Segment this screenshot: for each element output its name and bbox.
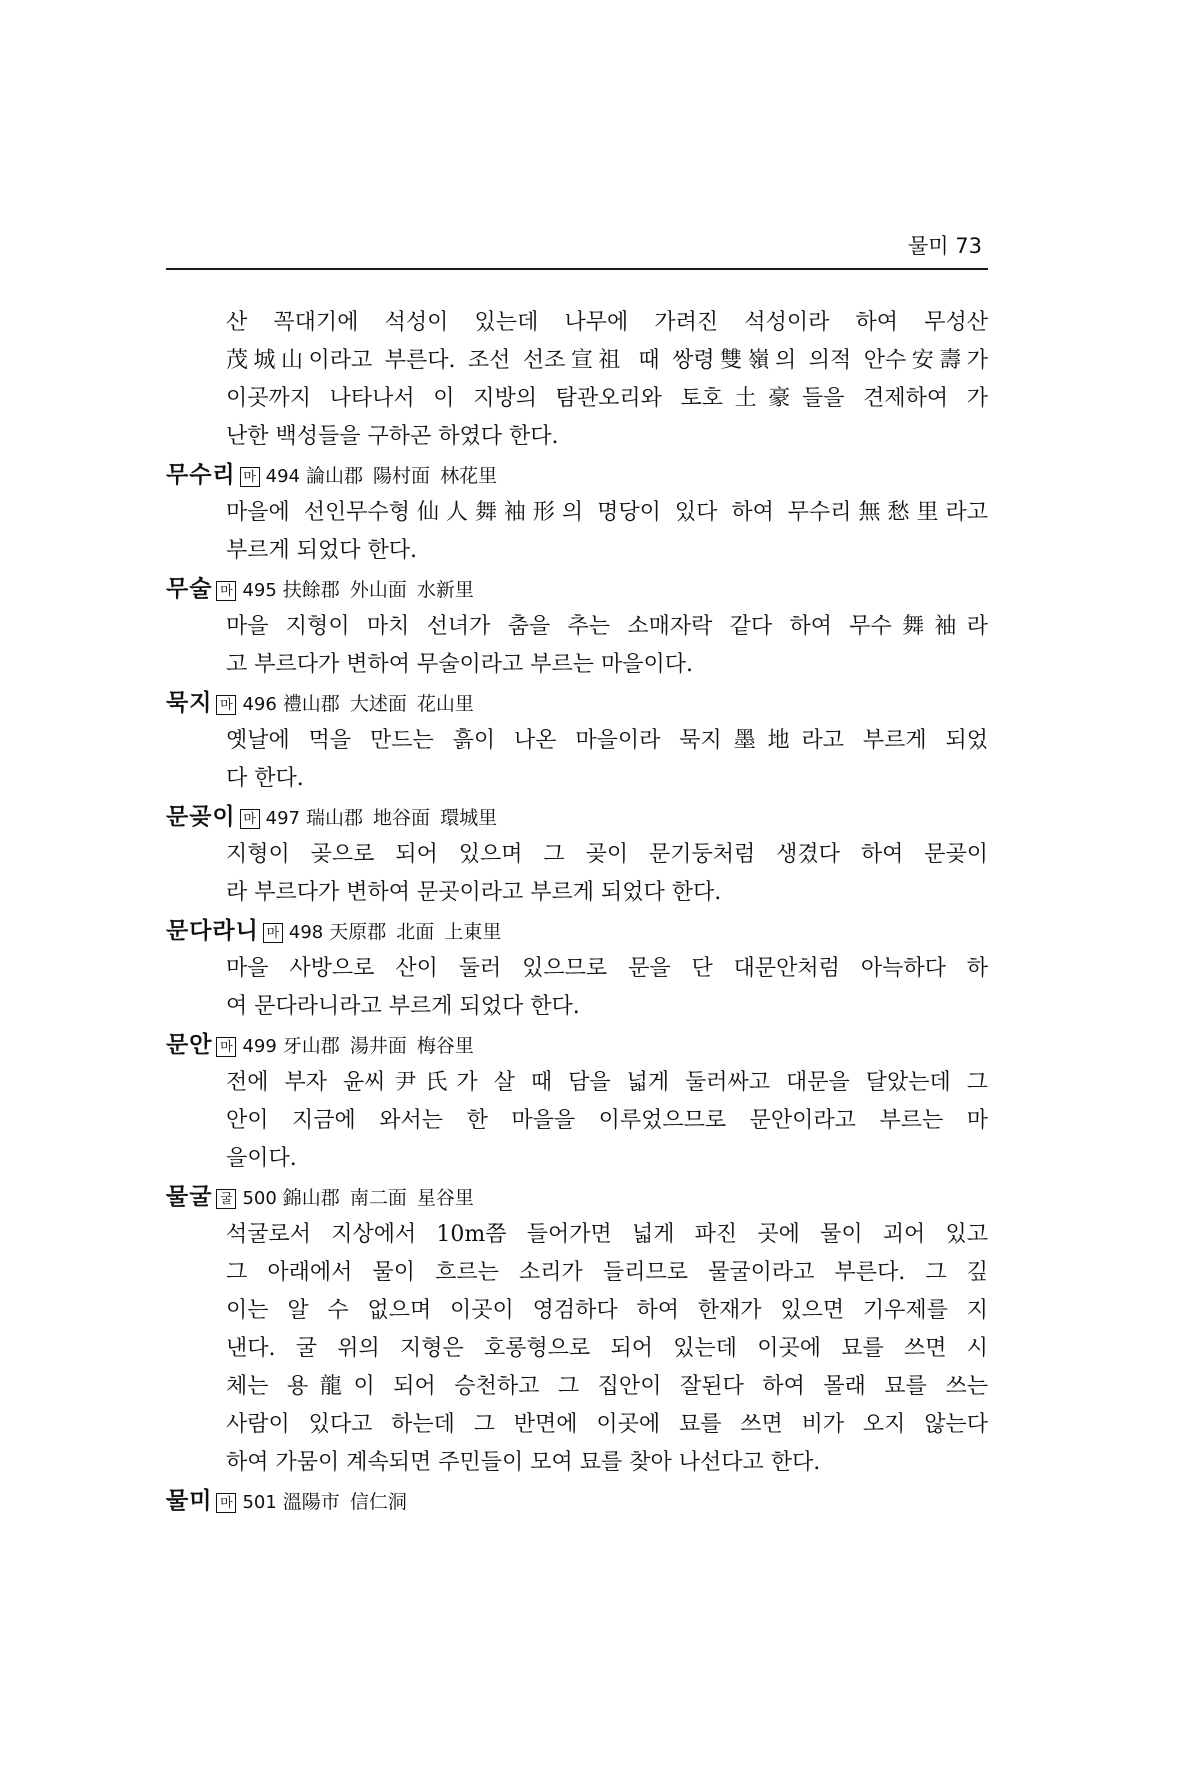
text-line: 석굴로서 지상에서 10m쯤 들어가면 넓게 파진 곳에 물이 괴어 있고 [226,1222,988,1247]
text-line: 이는 알 수 없으며 이곳이 영검하다 하여 한재가 있으면 기우제를 지 [226,1298,988,1323]
entry-name: 문안 [166,1032,213,1058]
entry-type-box: 마 [216,581,236,601]
text-line: 난한 백성들을 구하곤 하였다 한다. [226,424,559,449]
text-line: 여 문다라니라고 부르게 되었다 한다. [226,994,580,1019]
continuation-text [226,304,988,456]
text-line: 지형이 곶으로 되어 있으며 그 곶이 문기둥처럼 생겼다 하여 문곶이 [226,842,988,867]
entry-description [226,950,988,1026]
entry-name: 무수리 [166,462,236,488]
text-line: 을이다. [226,1146,297,1171]
text-line: 체는 용龍이 되어 승천하고 그 집안이 잘된다 하여 몰래 묘를 쓰는 [226,1374,988,1399]
entry [166,684,988,798]
running-head: 물미 73 [908,234,982,258]
entry-name: 물굴 [166,1184,213,1210]
text-line: 茂城山이라고 부른다. 조선 선조宣祖 때 쌍령雙嶺의 의적 안수安壽가 [226,348,988,373]
entry-location: 溫陽市 信仁洞 [282,1491,407,1513]
entry-type-box: 굴 [216,1189,236,1209]
entry-heading [166,570,988,608]
entry [166,570,988,684]
entry-number: 496 [242,694,277,715]
entry-location: 扶餘郡 外山面 水新里 [282,579,474,601]
entry-description [226,1064,988,1178]
entry-location: 瑞山郡 地谷面 環城里 [306,807,498,829]
entry-heading [166,1026,988,1064]
entry-heading [166,456,988,494]
entry-name: 묵지 [166,690,213,716]
entry-heading [166,1178,988,1216]
entry-description [226,722,988,798]
entry-location: 錦山郡 南二面 星谷里 [282,1187,474,1209]
text-line: 사람이 있다고 하는데 그 반면에 이곳에 묘를 쓰면 비가 오지 않는다 [226,1412,988,1437]
page-content [166,304,988,1520]
entry-name: 문다라니 [166,918,259,944]
entry-number: 498 [288,922,324,943]
entry [166,1178,988,1482]
text-line: 이곳까지 나타나서 이 지방의 탐관오리와 토호土豪들을 견제하여 가 [226,386,988,411]
entry-name: 물미 [166,1488,213,1514]
entry-heading [166,684,988,722]
text-line: 마을에 선인무수형仙人舞袖形의 명당이 있다 하여 무수리無愁里라고 [226,500,988,525]
text-line: 옛날에 먹을 만드는 흙이 나온 마을이라 묵지墨地라고 부르게 되었 [226,728,988,753]
entry-location: 牙山郡 湯井面 梅谷里 [282,1035,474,1057]
entry-description [226,1216,988,1482]
entry-description [226,608,988,684]
entry-number: 495 [242,580,277,601]
entry-name: 무술 [166,576,213,602]
entry-number: 500 [242,1188,277,1209]
entry-type-box: 마 [216,1493,236,1513]
text-line: 그 아래에서 물이 흐르는 소리가 들리므로 물굴이라고 부른다. 그 깊 [226,1260,988,1285]
entry-number: 501 [242,1492,277,1513]
text-line: 전에 부자 윤씨尹氏가 살 때 담을 넓게 둘러싸고 대문을 달았는데 그 [226,1070,988,1095]
page-header [166,224,988,270]
text-line: 부르게 되었다 한다. [226,538,417,563]
text-line: 다 한다. [226,766,304,791]
entry [166,456,988,570]
entry [166,912,988,1026]
entry-number: 494 [265,466,301,487]
entry-description [226,494,988,570]
text-line: 안이 지금에 와서는 한 마을을 이루었으므로 문안이라고 부르는 마 [226,1108,988,1133]
entry [166,798,988,912]
entry-location: 禮山郡 大述面 花山里 [282,693,474,715]
entry-location: 天原郡 北面 上東里 [329,921,502,943]
entry [166,1482,988,1520]
entry-heading [166,798,988,836]
entry-number: 497 [265,808,301,829]
entry-type-box: 마 [216,695,236,715]
text-line: 라 부르다가 변하여 문곳이라고 부르게 되었다 한다. [226,880,722,905]
text-line: 낸다. 굴 위의 지형은 호롱형으로 되어 있는데 이곳에 묘를 쓰면 시 [226,1336,988,1361]
entry-description [226,836,988,912]
entry-type-box: 마 [263,923,283,943]
entry [166,1026,988,1178]
entry-heading [166,912,988,950]
entry-type-box: 마 [216,1037,236,1057]
text-line: 하여 가뭄이 계속되면 주민들이 모여 묘를 찾아 나선다고 한다. [226,1450,821,1475]
entry-name: 문곶이 [166,804,236,830]
entry-number: 499 [242,1036,277,1057]
text-line: 산 꼭대기에 석성이 있는데 나무에 가려진 석성이라 하여 무성산 [226,310,988,335]
text-line: 마을 지형이 마치 선녀가 춤을 추는 소매자락 같다 하여 무수舞袖라 [226,614,988,639]
entry-type-box: 마 [240,467,260,487]
text-line: 마을 사방으로 산이 둘러 있으므로 문을 단 대문안처럼 아늑하다 하 [226,956,988,981]
text-line: 고 부르다가 변하여 무술이라고 부르는 마을이다. [226,652,694,677]
entry-type-box: 마 [240,809,260,829]
entry-location: 論山郡 陽村面 林花里 [306,465,498,487]
entry-heading [166,1482,988,1520]
